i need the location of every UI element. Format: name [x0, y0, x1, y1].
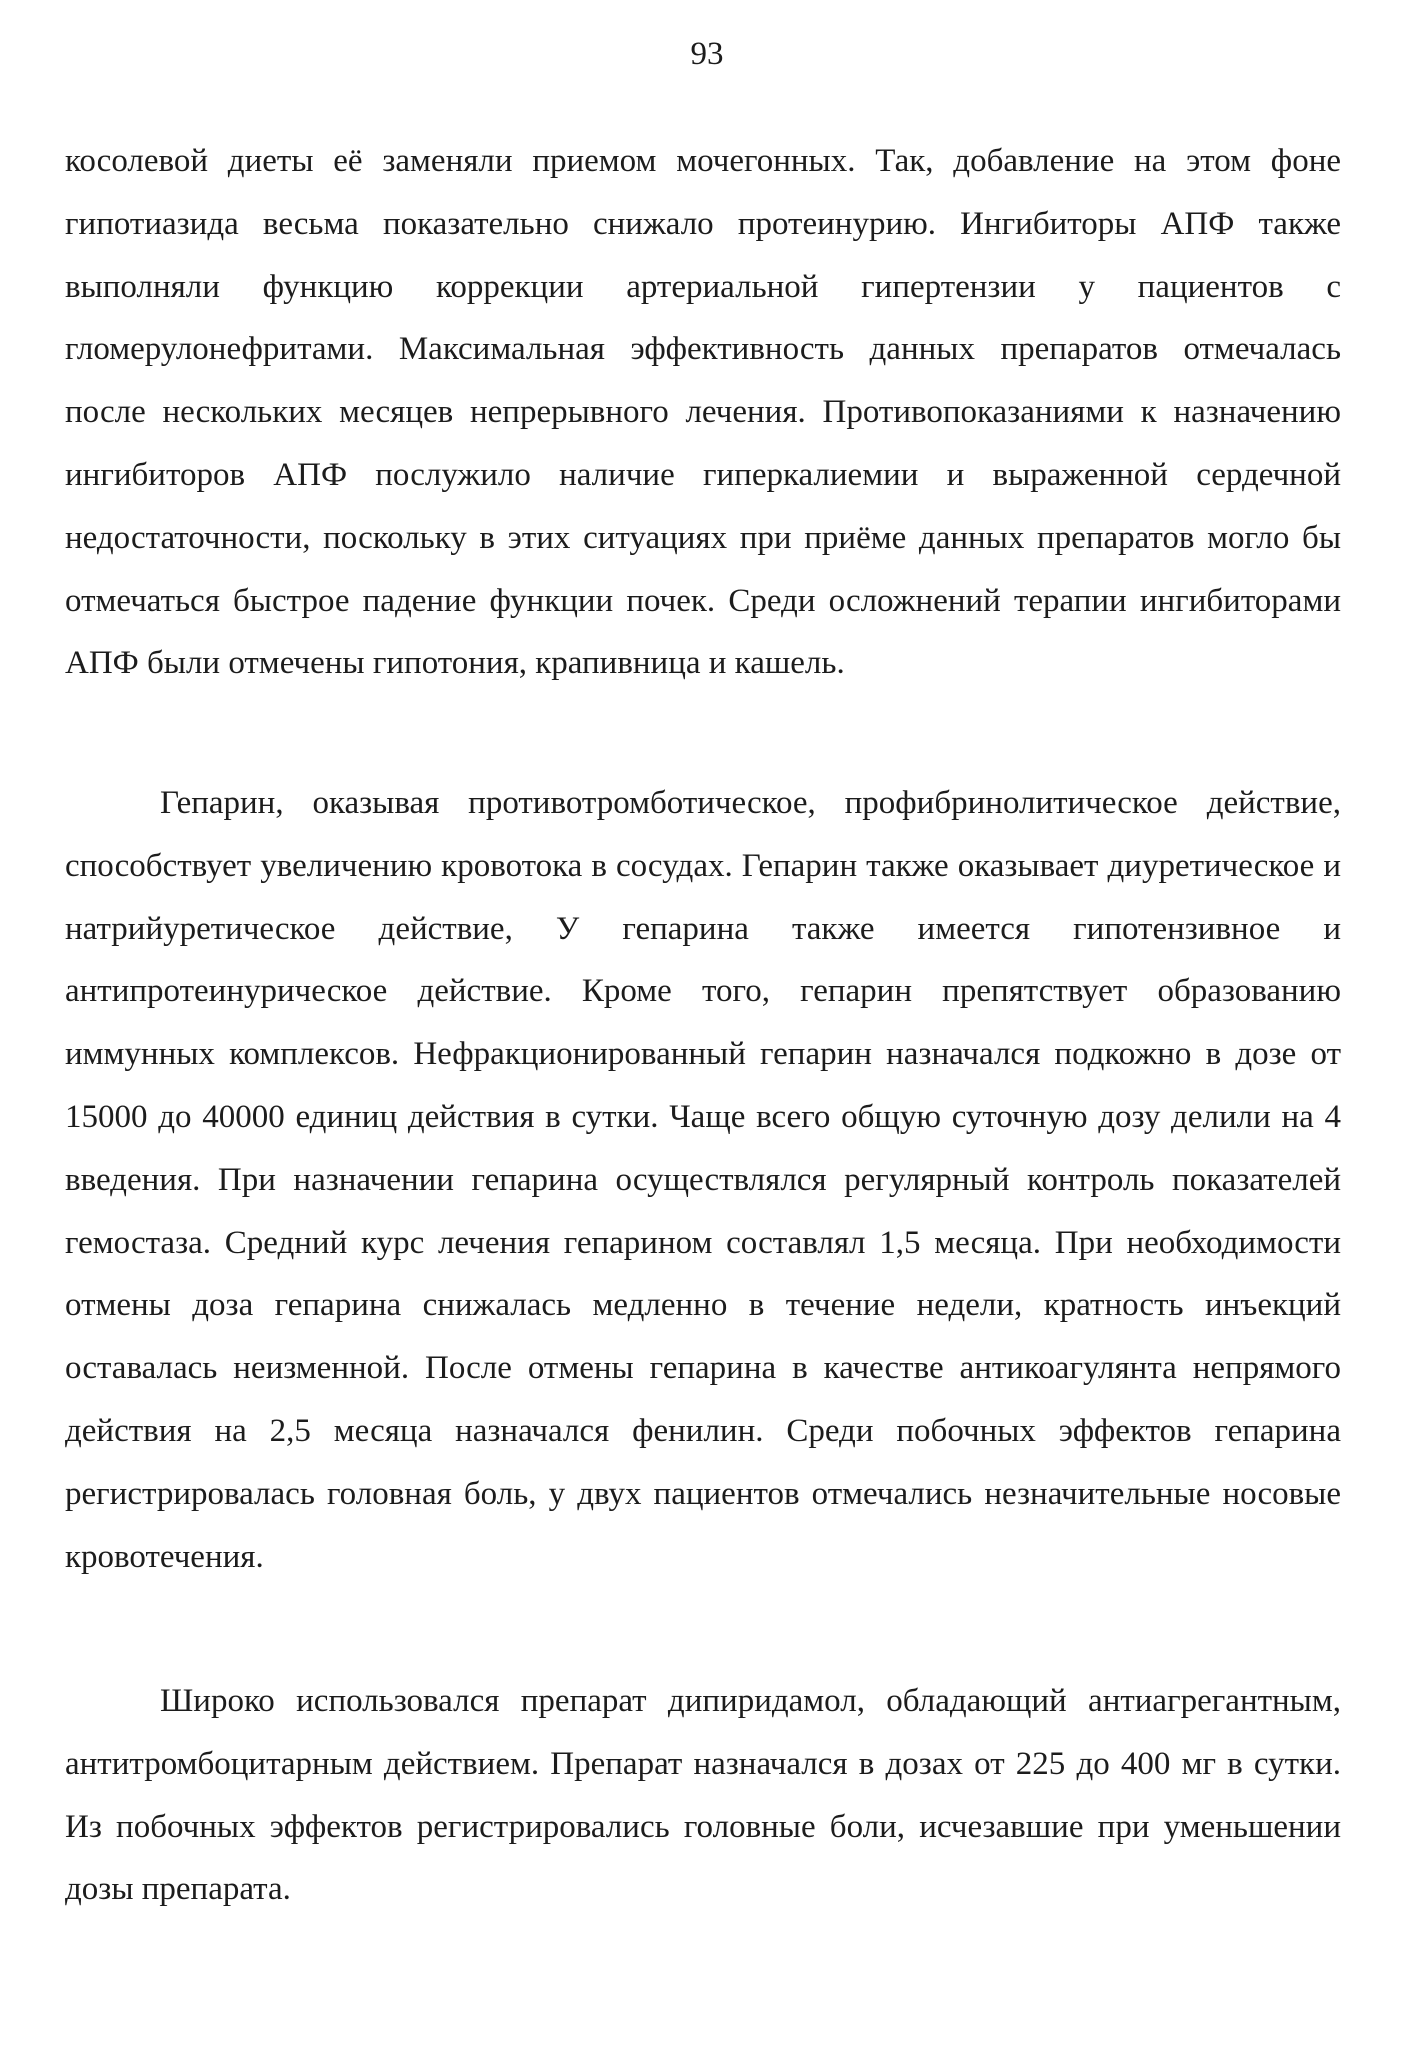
paragraph-dipyridamole: Широко использовался препарат дипиридамол, обладающий антиагрегантным, антитромбоцитарным действием. Препарат назначался в дозах от 225 до 400 мг в сутки. Из побочных эффектов регистрировались головные боли, исчезавшие при уменьшении дозы препарата. — [65, 1683, 1341, 1908]
paragraph-ace-inhibitors: косолевой диеты её заменяли приемом мочегонных. Так, добавление на этом фоне гипотиазида весьма показательно снижало протеинурию. Ингибиторы АПФ также выполняли функцию коррекции артериальной гипертензии у пациентов с гломерулонефритами. Максимальная эффективность данных препаратов отмечалась после нескольких месяцев непрерывного лечения. Противопоказаниями к назначению ингибиторов АПФ послужило наличие гиперкалиемии и выраженной сердечной недостаточности, поскольку в этих ситуациях при приёме данных препаратов могло бы отмечаться быстрое падение функции почек. Среди осложнений терапии ингибиторами АПФ были отмечены гипотония, крапивница и кашель. — [65, 143, 1341, 682]
paragraph-heparin: Гепарин, оказывая противотромботическое, профибринолитическое действие, способствует увеличению кровотока в сосудах. Гепарин также оказывает диуретическое и натрийуретическое действие, У гепарина также имеется гипотензивное и антипротеинурическое действие. Кроме того, гепарин препятствует образованию иммунных комплексов. Нефракционированный гепарин назначался подкожно в дозе от 15000 до 40000 единиц действия в сутки. Чаще всего общую суточную дозу делили на 4 введения. При назначении гепарина осуществлялся регулярный контроль показателей гемостаза. Средний курс лечения гепарином составлял 1,5 месяца. При необходимости отмены доза гепарина снижалась медленно в течение недели, кратность инъекций оставалась неизменной. После отмены гепарина в качестве антикоагулянта непрямого действия на 2,5 месяца назначался фенилин. Среди побочных эффектов гепарина регистрировалась головная боль, у двух пациентов отмечались незначительные носовые кровотечения. — [65, 785, 1341, 1575]
page-number: 93 — [690, 36, 724, 72]
